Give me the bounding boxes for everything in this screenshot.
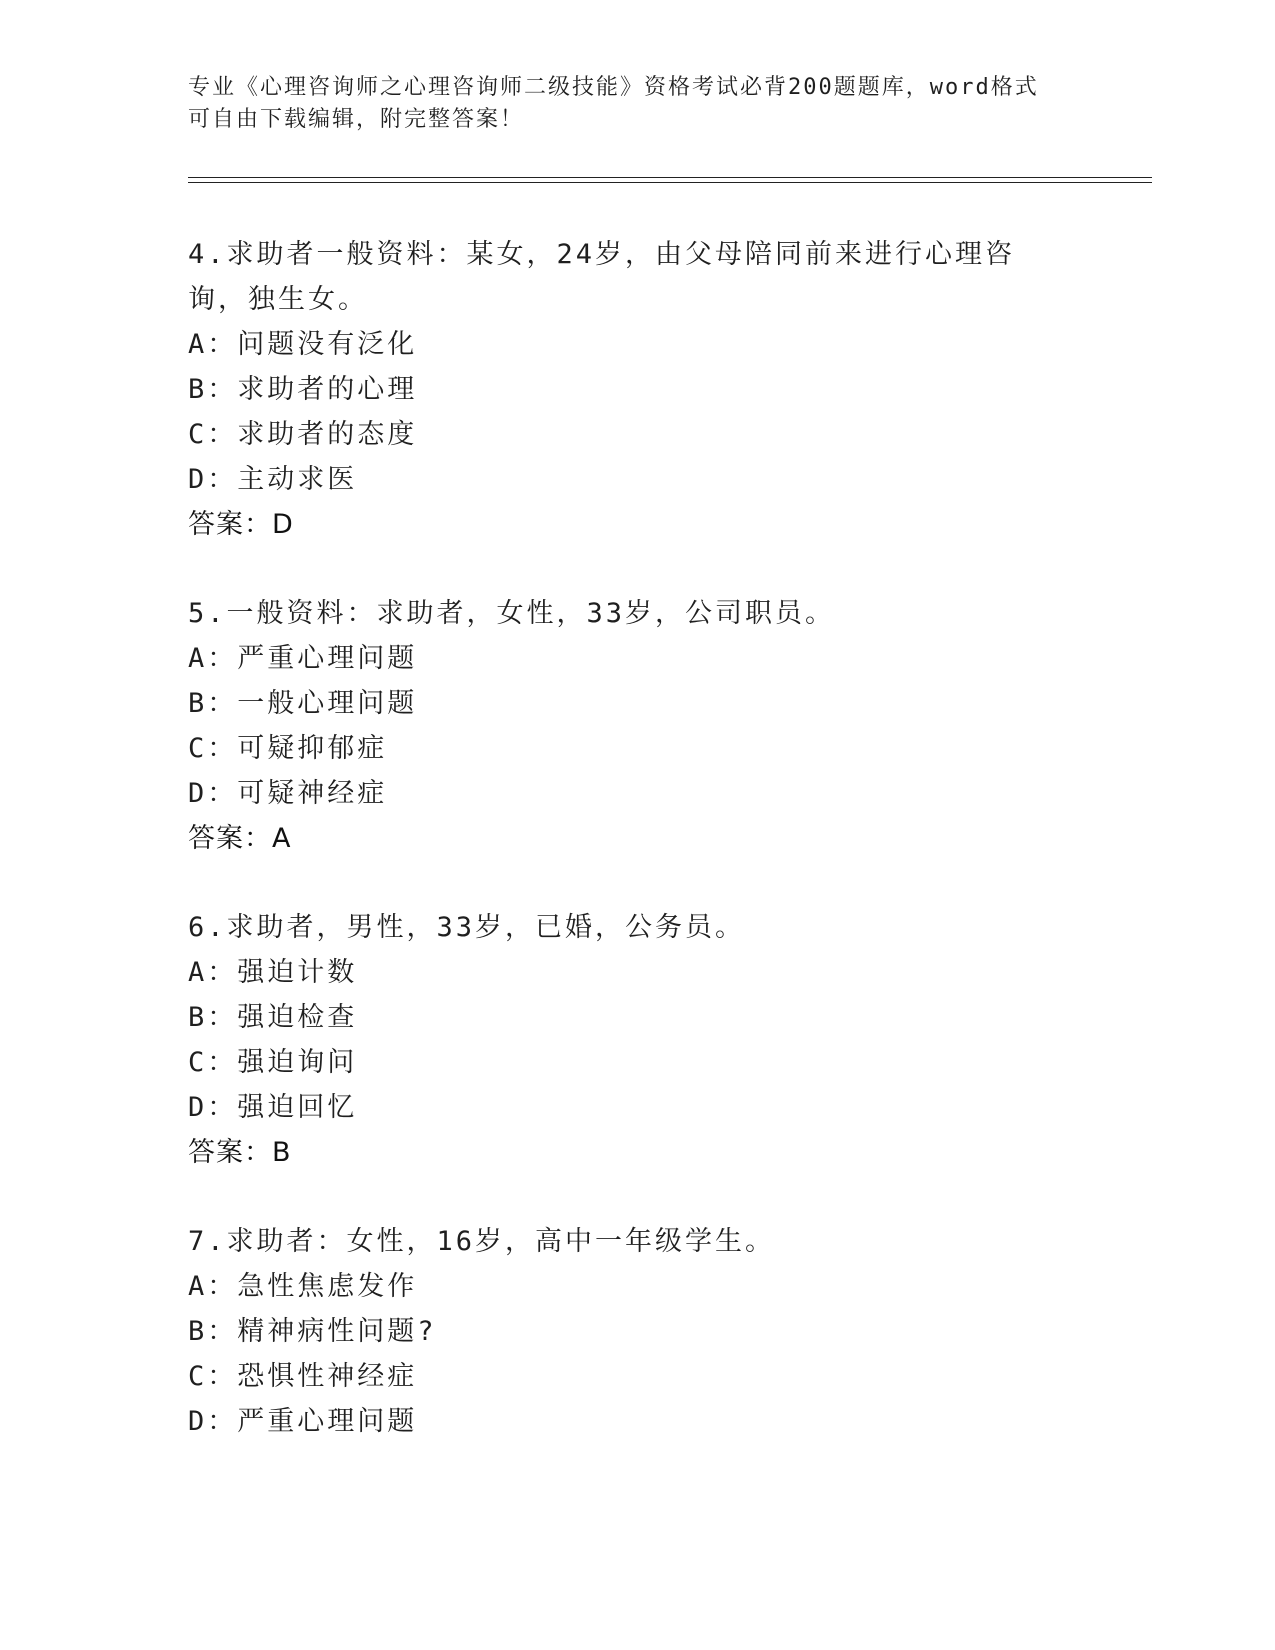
question-text: 4.求助者一般资料：某女，24岁，由父母陪同前来进行心理咨询，独生女。 [188,239,1016,315]
option-d: D：严重心理问题 [188,1406,418,1437]
question-list [188,232,1088,1488]
question-7 [188,1219,1088,1444]
option-c: C：恐惧性神经症 [188,1361,418,1392]
option-b: B：强迫检查 [188,1002,358,1033]
option-d: D：强迫回忆 [188,1092,358,1123]
header-line-1: 专业《心理咨询师之心理咨询师二级技能》资格考试必背200题题库，word格式 [188,75,1039,100]
option-a: A：问题没有泛化 [188,329,418,360]
question-6 [188,905,1088,1175]
header-divider-bottom [188,182,1152,183]
option-b: B：一般心理问题 [188,688,418,719]
option-c: C：强迫询问 [188,1047,358,1078]
question-text: 6.求助者，男性，33岁，已婚，公务员。 [188,912,746,943]
option-d: D：可疑神经症 [188,778,388,809]
option-b: B：精神病性问题? [188,1316,437,1347]
option-a: A：急性焦虑发作 [188,1271,418,1302]
question-4 [188,232,1088,547]
option-a: A：强迫计数 [188,957,358,988]
option-c: C：可疑抑郁症 [188,733,388,764]
question-text: 7.求助者：女性，16岁，高中一年级学生。 [188,1226,776,1257]
document-header [188,72,1068,136]
option-c: C：求助者的态度 [188,419,418,450]
option-d: D：主动求医 [188,464,358,495]
header-divider-top [188,177,1152,178]
option-b: B：求助者的心理 [188,374,418,405]
answer: 答案：D [188,509,294,540]
question-5 [188,591,1088,861]
answer: 答案：A [188,823,292,854]
option-a: A：严重心理问题 [188,643,418,674]
answer: 答案：B [188,1137,292,1168]
header-line-2: 可自由下载编辑，附完整答案！ [188,107,525,132]
question-text: 5.一般资料：求助者，女性，33岁，公司职员。 [188,598,836,629]
